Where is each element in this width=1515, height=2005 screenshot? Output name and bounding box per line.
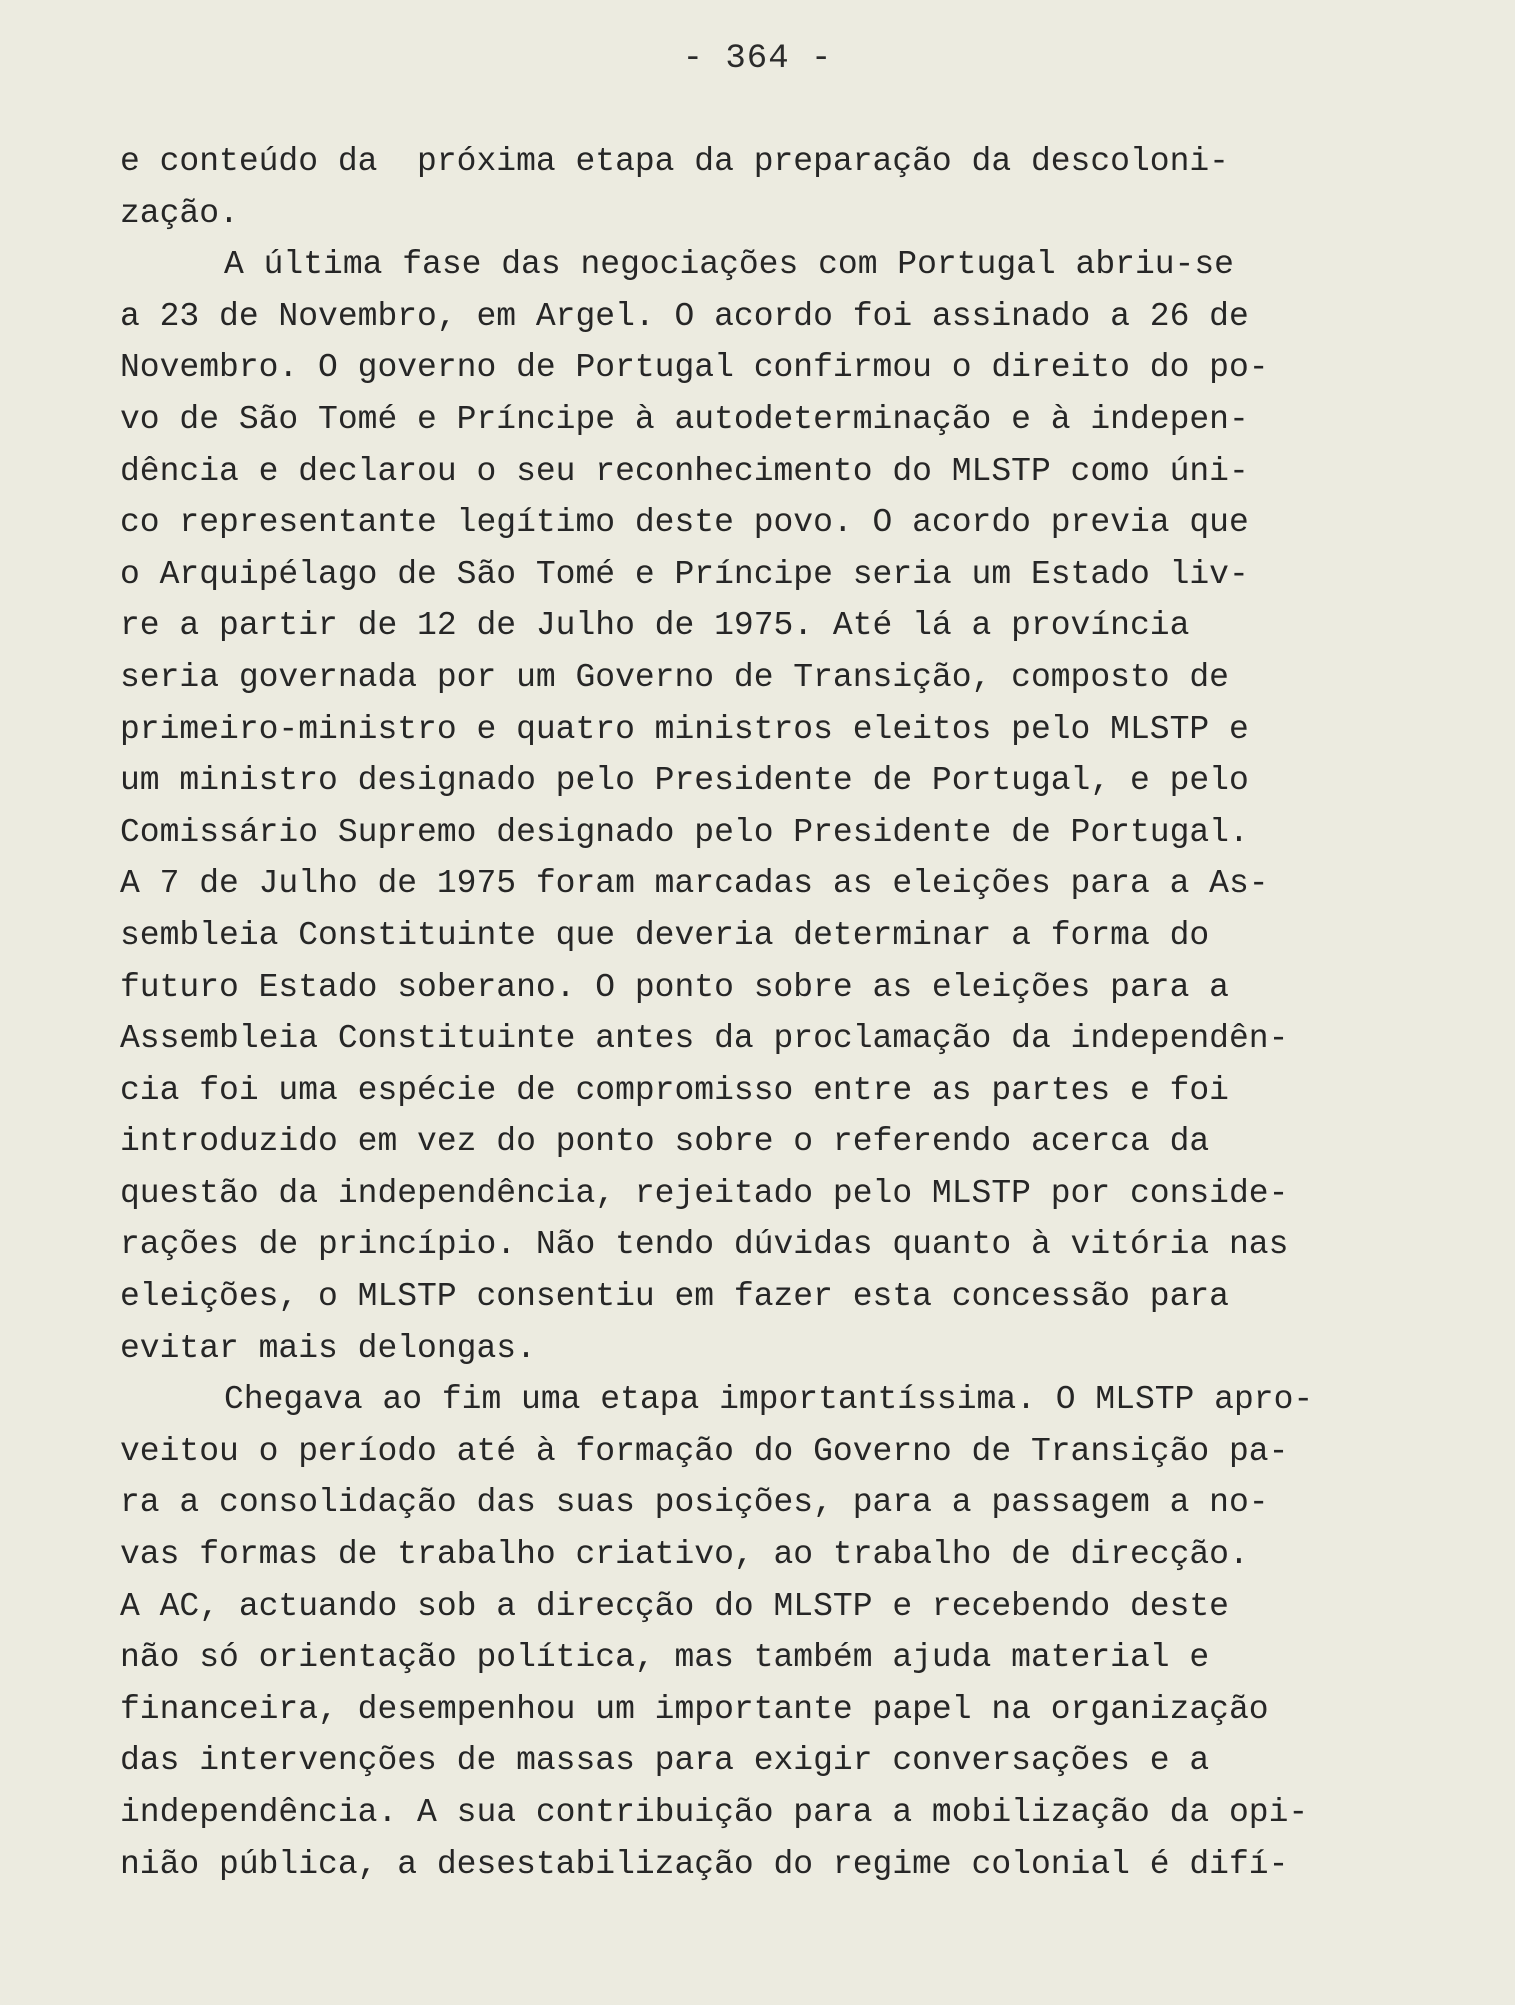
text-line: futuro Estado soberano. O ponto sobre as eleições para a [120,968,1229,1006]
text-line: ra a consolidação das suas posições, para a passagem a no- [120,1484,1269,1522]
text-line: independência. A sua contribuição para a mobilização da opi- [120,1794,1309,1831]
text-line: A última fase das negociações com Portugal abriu-se [224,246,1234,284]
text-line: Comissário Supremo designado pelo Presidente de Portugal. [120,813,1249,851]
text-line: sembleia Constituinte que deveria determinar a forma do [120,916,1210,954]
text-line: nião pública, a desestabilização do regime colonial é difí- [120,1845,1289,1883]
text-line: vo de São Tomé e Príncipe à autodeterminação e à indepen- [120,400,1249,438]
text-line: A AC, actuando sob a direcção do MLSTP e recebendo deste [120,1587,1229,1625]
text-line: introduzido em vez do ponto sobre o referendo acerca da [120,1123,1210,1161]
text-line: financeira, desempenhou um importante papel na organização [120,1690,1269,1728]
text-line: das intervenções de massas para exigir conversações e a [120,1742,1210,1780]
text-line: não só orientação política, mas também ajuda material e [120,1639,1210,1677]
body-text [120,136,1420,1890]
text-line: um ministro designado pelo Presidente de Portugal, e pelo [120,762,1249,800]
text-line: cia foi uma espécie de compromisso entre as partes e foi [120,1071,1229,1109]
text-line: e conteúdo da próxima etapa da preparação da descoloni- [120,143,1229,180]
text-line: vas formas de trabalho criativo, ao trabalho de direcção. [120,1536,1249,1574]
text-line: A 7 de Julho de 1975 foram marcadas as eleições para a As- [120,865,1269,903]
text-line: seria governada por um Governo de Transição, composto de [120,658,1229,696]
text-line: a 23 de Novembro, em Argel. O acordo foi assinado a 26 de [120,297,1249,335]
text-line: co representante legítimo deste povo. O acordo previa que [120,504,1249,542]
text-line: o Arquipélago de São Tomé e Príncipe seria um Estado liv- [120,555,1249,593]
text-line: questão da independência, rejeitado pelo MLSTP por conside- [120,1174,1289,1212]
text-line: re a partir de 12 de Julho de 1975. Até lá a província [120,607,1190,645]
text-line: primeiro-ministro e quatro ministros eleitos pelo MLSTP e [120,710,1249,748]
text-line: dência e declarou o seu reconhecimento do MLSTP como úni- [120,452,1249,490]
text-line: eleições, o MLSTP consentiu em fazer esta concessão para [120,1278,1229,1316]
text-line: Novembro. O governo de Portugal confirmou o direito do po- [120,349,1269,387]
text-line: Assembleia Constituinte antes da proclamação da independên- [120,1020,1289,1058]
text-line: zação. [120,194,239,232]
page-number: - 364 - [682,40,833,78]
text-line: rações de princípio. Não tendo dúvidas quanto à vitória nas [120,1226,1289,1264]
text-line: Chegava ao fim uma etapa importantíssima. O MLSTP apro- [224,1381,1314,1419]
text-line: evitar mais delongas. [120,1329,536,1367]
text-line: veitou o período até à formação do Governo de Transição pa- [120,1432,1289,1470]
